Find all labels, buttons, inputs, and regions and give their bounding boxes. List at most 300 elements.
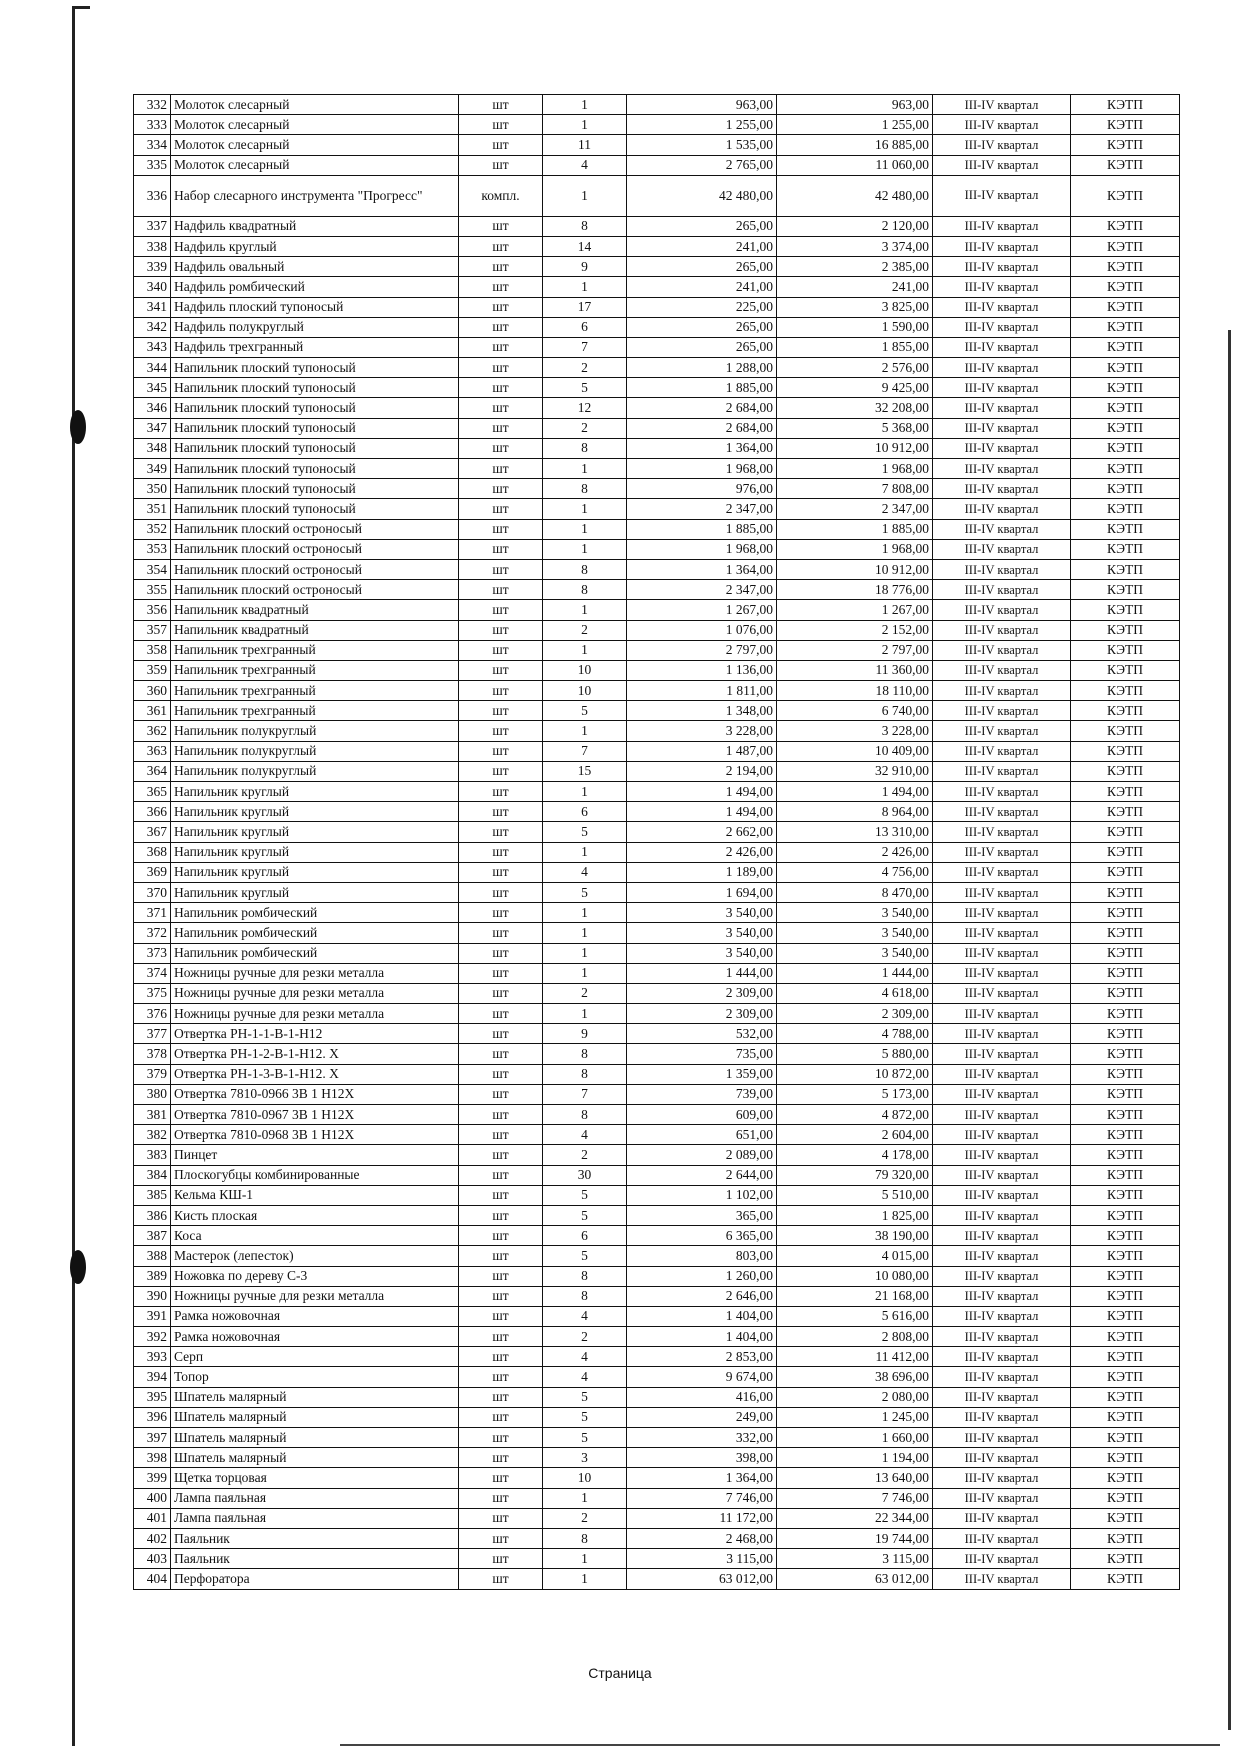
unit-cell: шт [459, 1246, 543, 1266]
table-row [134, 1528, 1180, 1548]
recipient-cell: КЭТП [1071, 1488, 1180, 1508]
item-name-cell: Напильник ромбический [171, 923, 459, 943]
item-name-cell: Напильник круглый [171, 802, 459, 822]
quantity-cell: 1 [543, 1549, 627, 1569]
row-number-cell: 346 [134, 398, 171, 418]
recipient-cell: КЭТП [1071, 1145, 1180, 1165]
recipient-cell: КЭТП [1071, 297, 1180, 317]
unit-cell: шт [459, 1084, 543, 1104]
quantity-cell: 1 [543, 499, 627, 519]
scan-edge-left [72, 6, 75, 1746]
quantity-cell: 8 [543, 580, 627, 600]
quantity-cell: 8 [543, 216, 627, 236]
row-number-cell: 355 [134, 580, 171, 600]
recipient-cell: КЭТП [1071, 1549, 1180, 1569]
unit-cell: шт [459, 1125, 543, 1145]
table-row [134, 1327, 1180, 1347]
quantity-cell: 5 [543, 1407, 627, 1427]
unit-cell: шт [459, 1488, 543, 1508]
unit-price-cell: 803,00 [627, 1246, 777, 1266]
total-amount-cell: 18 776,00 [777, 580, 933, 600]
item-name-cell: Напильник плоский остроносый [171, 539, 459, 559]
total-amount-cell: 38 696,00 [777, 1367, 933, 1387]
row-number-cell: 385 [134, 1185, 171, 1205]
row-number-cell: 389 [134, 1266, 171, 1286]
delivery-period-cell: III-IV квартал [933, 1084, 1071, 1104]
quantity-cell: 4 [543, 1125, 627, 1145]
recipient-cell: КЭТП [1071, 620, 1180, 640]
total-amount-cell: 7 808,00 [777, 479, 933, 499]
delivery-period-cell: III-IV квартал [933, 1448, 1071, 1468]
total-amount-cell: 5 510,00 [777, 1185, 933, 1205]
total-amount-cell: 9 425,00 [777, 378, 933, 398]
item-name-cell: Напильник квадратный [171, 620, 459, 640]
quantity-cell: 8 [543, 559, 627, 579]
unit-cell: шт [459, 438, 543, 458]
total-amount-cell: 11 360,00 [777, 660, 933, 680]
row-number-cell: 360 [134, 681, 171, 701]
unit-cell: шт [459, 1549, 543, 1569]
table-row [134, 822, 1180, 842]
item-name-cell: Напильник ромбический [171, 903, 459, 923]
recipient-cell: КЭТП [1071, 943, 1180, 963]
recipient-cell: КЭТП [1071, 1367, 1180, 1387]
recipient-cell: КЭТП [1071, 257, 1180, 277]
unit-cell: шт [459, 882, 543, 902]
total-amount-cell: 38 190,00 [777, 1226, 933, 1246]
row-number-cell: 353 [134, 539, 171, 559]
item-name-cell: Напильник плоский тупоносый [171, 398, 459, 418]
table-row [134, 438, 1180, 458]
recipient-cell: КЭТП [1071, 1084, 1180, 1104]
delivery-period-cell: III-IV квартал [933, 620, 1071, 640]
quantity-cell: 2 [543, 1508, 627, 1528]
unit-cell: шт [459, 155, 543, 175]
unit-price-cell: 42 480,00 [627, 175, 777, 216]
total-amount-cell: 3 540,00 [777, 903, 933, 923]
unit-price-cell: 2 347,00 [627, 580, 777, 600]
unit-price-cell: 1 444,00 [627, 963, 777, 983]
unit-price-cell: 9 674,00 [627, 1367, 777, 1387]
recipient-cell: КЭТП [1071, 1387, 1180, 1407]
total-amount-cell: 1 444,00 [777, 963, 933, 983]
item-name-cell: Напильник трехгранный [171, 660, 459, 680]
item-name-cell: Надфиль плоский тупоносый [171, 297, 459, 317]
row-number-cell: 381 [134, 1105, 171, 1125]
row-number-cell: 403 [134, 1549, 171, 1569]
unit-price-cell: 1 136,00 [627, 660, 777, 680]
item-name-cell: Напильник круглый [171, 782, 459, 802]
unit-price-cell: 2 089,00 [627, 1145, 777, 1165]
table-row [134, 1266, 1180, 1286]
row-number-cell: 380 [134, 1084, 171, 1104]
recipient-cell: КЭТП [1071, 1165, 1180, 1185]
quantity-cell: 1 [543, 640, 627, 660]
unit-price-cell: 1 487,00 [627, 741, 777, 761]
recipient-cell: КЭТП [1071, 1448, 1180, 1468]
recipient-cell: КЭТП [1071, 1044, 1180, 1064]
unit-price-cell: 7 746,00 [627, 1488, 777, 1508]
recipient-cell: КЭТП [1071, 277, 1180, 297]
table-row [134, 1064, 1180, 1084]
table-row [134, 155, 1180, 175]
unit-cell: компл. [459, 175, 543, 216]
delivery-period-cell: III-IV квартал [933, 822, 1071, 842]
quantity-cell: 4 [543, 1306, 627, 1326]
recipient-cell: КЭТП [1071, 842, 1180, 862]
delivery-period-cell: III-IV квартал [933, 1508, 1071, 1528]
total-amount-cell: 2 808,00 [777, 1327, 933, 1347]
unit-price-cell: 3 540,00 [627, 903, 777, 923]
row-number-cell: 341 [134, 297, 171, 317]
unit-cell: шт [459, 903, 543, 923]
item-name-cell: Напильник полукруглый [171, 741, 459, 761]
unit-cell: шт [459, 681, 543, 701]
row-number-cell: 367 [134, 822, 171, 842]
unit-cell: шт [459, 782, 543, 802]
total-amount-cell: 6 740,00 [777, 701, 933, 721]
quantity-cell: 2 [543, 983, 627, 1003]
unit-price-cell: 2 662,00 [627, 822, 777, 842]
row-number-cell: 354 [134, 559, 171, 579]
row-number-cell: 349 [134, 459, 171, 479]
table-row [134, 277, 1180, 297]
unit-price-cell: 1 288,00 [627, 358, 777, 378]
quantity-cell: 1 [543, 95, 627, 115]
unit-cell: шт [459, 1286, 543, 1306]
delivery-period-cell: III-IV квартал [933, 459, 1071, 479]
recipient-cell: КЭТП [1071, 882, 1180, 902]
table-row [134, 257, 1180, 277]
unit-cell: шт [459, 983, 543, 1003]
delivery-period-cell: III-IV квартал [933, 479, 1071, 499]
table-row [134, 842, 1180, 862]
total-amount-cell: 3 540,00 [777, 943, 933, 963]
delivery-period-cell: III-IV квартал [933, 378, 1071, 398]
unit-cell: шт [459, 620, 543, 640]
total-amount-cell: 1 255,00 [777, 115, 933, 135]
total-amount-cell: 2 152,00 [777, 620, 933, 640]
item-name-cell: Напильник ромбический [171, 943, 459, 963]
quantity-cell: 9 [543, 1024, 627, 1044]
row-number-cell: 362 [134, 721, 171, 741]
item-name-cell: Шпатель малярный [171, 1448, 459, 1468]
row-number-cell: 333 [134, 115, 171, 135]
item-name-cell: Рамка ножовочная [171, 1306, 459, 1326]
row-number-cell: 375 [134, 983, 171, 1003]
unit-price-cell: 1 364,00 [627, 1468, 777, 1488]
recipient-cell: КЭТП [1071, 580, 1180, 600]
table-row [134, 600, 1180, 620]
item-name-cell: Лампа паяльная [171, 1508, 459, 1528]
unit-price-cell: 2 644,00 [627, 1165, 777, 1185]
quantity-cell: 8 [543, 1064, 627, 1084]
unit-price-cell: 1 076,00 [627, 620, 777, 640]
unit-price-cell: 365,00 [627, 1205, 777, 1225]
recipient-cell: КЭТП [1071, 1246, 1180, 1266]
table-row [134, 580, 1180, 600]
delivery-period-cell: III-IV квартал [933, 95, 1071, 115]
total-amount-cell: 7 746,00 [777, 1488, 933, 1508]
table-row [134, 1185, 1180, 1205]
unit-cell: шт [459, 1226, 543, 1246]
item-name-cell: Ножницы ручные для резки металла [171, 983, 459, 1003]
delivery-period-cell: III-IV квартал [933, 882, 1071, 902]
scan-edge-right [1228, 330, 1231, 1730]
item-name-cell: Молоток слесарный [171, 155, 459, 175]
table-row [134, 882, 1180, 902]
total-amount-cell: 1 267,00 [777, 600, 933, 620]
unit-price-cell: 1 694,00 [627, 882, 777, 902]
item-name-cell: Отвертка 7810-0968 3В 1 H12X [171, 1125, 459, 1145]
total-amount-cell: 10 409,00 [777, 741, 933, 761]
unit-price-cell: 2 646,00 [627, 1286, 777, 1306]
row-number-cell: 370 [134, 882, 171, 902]
items-table [133, 94, 1180, 1590]
quantity-cell: 7 [543, 337, 627, 357]
unit-price-cell: 1 968,00 [627, 539, 777, 559]
item-name-cell: Перфоратора [171, 1569, 459, 1589]
total-amount-cell: 1 660,00 [777, 1428, 933, 1448]
unit-cell: шт [459, 1145, 543, 1165]
row-number-cell: 345 [134, 378, 171, 398]
delivery-period-cell: III-IV квартал [933, 559, 1071, 579]
row-number-cell: 374 [134, 963, 171, 983]
item-name-cell: Топор [171, 1367, 459, 1387]
unit-cell: шт [459, 337, 543, 357]
table-row [134, 761, 1180, 781]
total-amount-cell: 32 910,00 [777, 761, 933, 781]
total-amount-cell: 11 412,00 [777, 1347, 933, 1367]
item-name-cell: Ножницы ручные для резки металла [171, 1286, 459, 1306]
item-name-cell: Паяльник [171, 1528, 459, 1548]
quantity-cell: 8 [543, 1286, 627, 1306]
total-amount-cell: 16 885,00 [777, 135, 933, 155]
delivery-period-cell: III-IV квартал [933, 1569, 1071, 1589]
total-amount-cell: 10 912,00 [777, 438, 933, 458]
quantity-cell: 4 [543, 1347, 627, 1367]
unit-cell: шт [459, 539, 543, 559]
table-row [134, 903, 1180, 923]
total-amount-cell: 11 060,00 [777, 155, 933, 175]
recipient-cell: КЭТП [1071, 822, 1180, 842]
quantity-cell: 5 [543, 1185, 627, 1205]
row-number-cell: 336 [134, 175, 171, 216]
total-amount-cell: 4 872,00 [777, 1105, 933, 1125]
row-number-cell: 387 [134, 1226, 171, 1246]
unit-price-cell: 735,00 [627, 1044, 777, 1064]
delivery-period-cell: III-IV квартал [933, 761, 1071, 781]
delivery-period-cell: III-IV квартал [933, 175, 1071, 216]
unit-cell: шт [459, 640, 543, 660]
quantity-cell: 5 [543, 1428, 627, 1448]
recipient-cell: КЭТП [1071, 923, 1180, 943]
row-number-cell: 365 [134, 782, 171, 802]
item-name-cell: Напильник плоский тупоносый [171, 358, 459, 378]
total-amount-cell: 1 885,00 [777, 519, 933, 539]
total-amount-cell: 2 347,00 [777, 499, 933, 519]
quantity-cell: 1 [543, 903, 627, 923]
item-name-cell: Надфиль овальный [171, 257, 459, 277]
row-number-cell: 356 [134, 600, 171, 620]
row-number-cell: 399 [134, 1468, 171, 1488]
item-name-cell: Надфиль круглый [171, 236, 459, 256]
quantity-cell: 8 [543, 479, 627, 499]
unit-cell: шт [459, 660, 543, 680]
unit-price-cell: 1 494,00 [627, 802, 777, 822]
row-number-cell: 394 [134, 1367, 171, 1387]
table-row [134, 358, 1180, 378]
unit-price-cell: 2 194,00 [627, 761, 777, 781]
row-number-cell: 392 [134, 1327, 171, 1347]
unit-cell: шт [459, 1205, 543, 1225]
recipient-cell: КЭТП [1071, 1286, 1180, 1306]
item-name-cell: Отвертка PH-1-3-B-1-H12. X [171, 1064, 459, 1084]
unit-price-cell: 3 540,00 [627, 943, 777, 963]
row-number-cell: 393 [134, 1347, 171, 1367]
table-row [134, 1165, 1180, 1185]
delivery-period-cell: III-IV квартал [933, 438, 1071, 458]
quantity-cell: 8 [543, 1105, 627, 1125]
recipient-cell: КЭТП [1071, 1428, 1180, 1448]
unit-price-cell: 2 853,00 [627, 1347, 777, 1367]
total-amount-cell: 22 344,00 [777, 1508, 933, 1528]
unit-price-cell: 265,00 [627, 216, 777, 236]
table-row [134, 943, 1180, 963]
unit-cell: шт [459, 499, 543, 519]
unit-cell: шт [459, 1024, 543, 1044]
table-row [134, 862, 1180, 882]
delivery-period-cell: III-IV квартал [933, 1528, 1071, 1548]
recipient-cell: КЭТП [1071, 519, 1180, 539]
quantity-cell: 12 [543, 398, 627, 418]
total-amount-cell: 4 178,00 [777, 1145, 933, 1165]
unit-cell: шт [459, 519, 543, 539]
unit-cell: шт [459, 721, 543, 741]
recipient-cell: КЭТП [1071, 1327, 1180, 1347]
delivery-period-cell: III-IV квартал [933, 1205, 1071, 1225]
table-row [134, 1125, 1180, 1145]
recipient-cell: КЭТП [1071, 802, 1180, 822]
unit-cell: шт [459, 1448, 543, 1468]
row-number-cell: 343 [134, 337, 171, 357]
row-number-cell: 372 [134, 923, 171, 943]
quantity-cell: 10 [543, 1468, 627, 1488]
unit-price-cell: 1 885,00 [627, 519, 777, 539]
delivery-period-cell: III-IV квартал [933, 216, 1071, 236]
recipient-cell: КЭТП [1071, 1064, 1180, 1084]
quantity-cell: 5 [543, 1246, 627, 1266]
unit-cell: шт [459, 1347, 543, 1367]
total-amount-cell: 1 494,00 [777, 782, 933, 802]
table-row [134, 1084, 1180, 1104]
unit-cell: шт [459, 135, 543, 155]
total-amount-cell: 13 310,00 [777, 822, 933, 842]
item-name-cell: Надфиль ромбический [171, 277, 459, 297]
total-amount-cell: 1 855,00 [777, 337, 933, 357]
delivery-period-cell: III-IV квартал [933, 1468, 1071, 1488]
delivery-period-cell: III-IV квартал [933, 1246, 1071, 1266]
delivery-period-cell: III-IV квартал [933, 1044, 1071, 1064]
row-number-cell: 361 [134, 701, 171, 721]
quantity-cell: 2 [543, 418, 627, 438]
unit-price-cell: 265,00 [627, 257, 777, 277]
unit-cell: шт [459, 1387, 543, 1407]
quantity-cell: 5 [543, 1205, 627, 1225]
quantity-cell: 4 [543, 155, 627, 175]
item-name-cell: Паяльник [171, 1549, 459, 1569]
table-row [134, 378, 1180, 398]
unit-price-cell: 63 012,00 [627, 1569, 777, 1589]
unit-price-cell: 1 359,00 [627, 1064, 777, 1084]
recipient-cell: КЭТП [1071, 175, 1180, 216]
table-row [134, 741, 1180, 761]
unit-cell: шт [459, 358, 543, 378]
quantity-cell: 1 [543, 1004, 627, 1024]
recipient-cell: КЭТП [1071, 1468, 1180, 1488]
delivery-period-cell: III-IV квартал [933, 499, 1071, 519]
unit-cell: шт [459, 741, 543, 761]
unit-price-cell: 332,00 [627, 1428, 777, 1448]
table-row [134, 782, 1180, 802]
item-name-cell: Напильник плоский тупоносый [171, 479, 459, 499]
item-name-cell: Надфиль полукруглый [171, 317, 459, 337]
unit-price-cell: 1 255,00 [627, 115, 777, 135]
table-row [134, 1004, 1180, 1024]
quantity-cell: 1 [543, 923, 627, 943]
unit-price-cell: 1 404,00 [627, 1306, 777, 1326]
row-number-cell: 338 [134, 236, 171, 256]
row-number-cell: 396 [134, 1407, 171, 1427]
delivery-period-cell: III-IV квартал [933, 1125, 1071, 1145]
recipient-cell: КЭТП [1071, 216, 1180, 236]
delivery-period-cell: III-IV квартал [933, 317, 1071, 337]
unit-cell: шт [459, 580, 543, 600]
unit-cell: шт [459, 1407, 543, 1427]
unit-cell: шт [459, 559, 543, 579]
unit-cell: шт [459, 1327, 543, 1347]
table-row [134, 983, 1180, 1003]
delivery-period-cell: III-IV квартал [933, 1347, 1071, 1367]
quantity-cell: 6 [543, 1226, 627, 1246]
delivery-period-cell: III-IV квартал [933, 1105, 1071, 1125]
delivery-period-cell: III-IV квартал [933, 277, 1071, 297]
unit-cell: шт [459, 1569, 543, 1589]
unit-cell: шт [459, 842, 543, 862]
item-name-cell: Напильник квадратный [171, 600, 459, 620]
unit-price-cell: 609,00 [627, 1105, 777, 1125]
quantity-cell: 2 [543, 1145, 627, 1165]
total-amount-cell: 18 110,00 [777, 681, 933, 701]
row-number-cell: 351 [134, 499, 171, 519]
item-name-cell: Шпатель малярный [171, 1407, 459, 1427]
delivery-period-cell: III-IV квартал [933, 660, 1071, 680]
delivery-period-cell: III-IV квартал [933, 1004, 1071, 1024]
delivery-period-cell: III-IV квартал [933, 1327, 1071, 1347]
quantity-cell: 2 [543, 1327, 627, 1347]
unit-price-cell: 2 684,00 [627, 418, 777, 438]
delivery-period-cell: III-IV квартал [933, 1407, 1071, 1427]
unit-price-cell: 1 267,00 [627, 600, 777, 620]
row-number-cell: 395 [134, 1387, 171, 1407]
recipient-cell: КЭТП [1071, 963, 1180, 983]
delivery-period-cell: III-IV квартал [933, 600, 1071, 620]
table-row [134, 1286, 1180, 1306]
unit-price-cell: 2 347,00 [627, 499, 777, 519]
delivery-period-cell: III-IV квартал [933, 782, 1071, 802]
item-name-cell: Серп [171, 1347, 459, 1367]
page-footer: Страница [588, 1665, 652, 1681]
